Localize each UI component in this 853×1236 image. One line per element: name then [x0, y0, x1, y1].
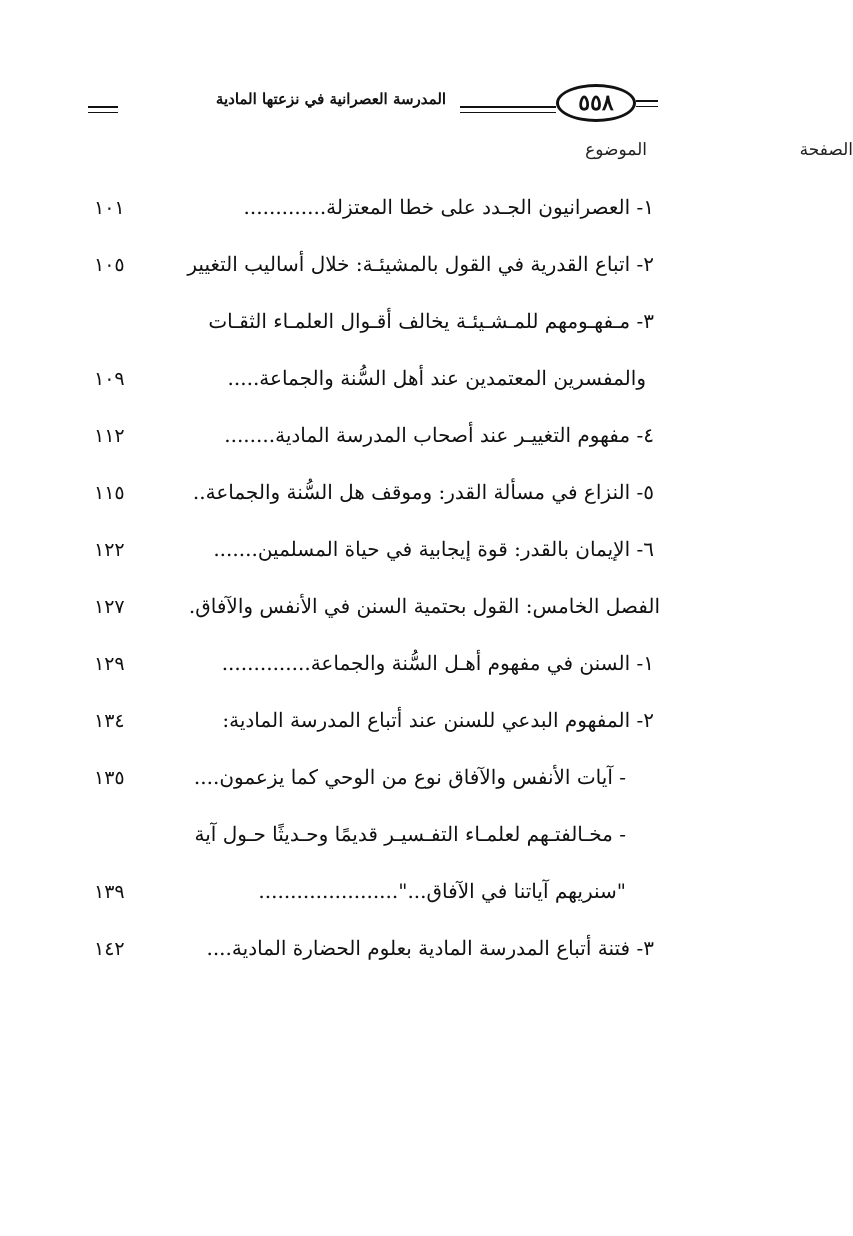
toc-entry: [94, 413, 654, 470]
toc-entry-title: الفصل الخامس: القول بحتمية السنن في الأنفس والآفاق.: [188, 594, 660, 618]
toc-entry-page: ١٠٥: [94, 254, 125, 276]
toc-entry-page: ١٣٩: [94, 881, 125, 903]
header-rule-middle-top: [460, 106, 556, 108]
toc-entry-title: - آيات الأنفس والآفاق نوع من الوحي كما يزعمون....: [193, 765, 626, 789]
toc-entry: [94, 869, 654, 926]
header-rule-left-bottom: [88, 112, 118, 113]
toc-entry-title: ٥- النزاع في مسألة القدر: وموقف هل السُّنة والجماعة..: [192, 480, 654, 504]
toc-entry-page: ١٠١: [94, 197, 125, 219]
header-rule-right-top: [636, 100, 658, 102]
toc-entry-title: - مخـالفتـهم لعلمـاء التفـسيـر قديمًا وحـديثًا حـول آية: [194, 822, 626, 846]
toc-entry: [94, 755, 654, 812]
toc-entry-page: ١١٢: [94, 425, 125, 447]
toc-entry-page: ١٤٢: [94, 938, 125, 960]
toc-entry-page: ١٣٥: [94, 767, 125, 789]
toc-entry-title: ٤- مفهوم التغييـر عند أصحاب المدرسة المادية........: [224, 423, 654, 447]
running-title: المدرسة العصرانية في نزعتها المادية: [215, 90, 447, 108]
toc-entry-title: ٣- مـفهـومهم للمـشـيئـة يخالف أقـوال العلمـاء الثقـات: [208, 309, 654, 333]
toc-entry: [94, 470, 654, 527]
toc-entry-title: والمفسرين المعتمدين عند أهل السُّنة والجماعة.....: [227, 366, 646, 390]
toc-entry-title: ٢- المفهوم البدعي للسنن عند أتباع المدرسة المادية:: [222, 708, 654, 732]
table-of-contents: [94, 185, 660, 983]
toc-entry: [94, 356, 654, 413]
toc-entry-page: ١٢٢: [94, 539, 125, 561]
header-rule-left-top: [88, 106, 118, 108]
toc-entry-title: ٣- فتنة أتباع المدرسة المادية بعلوم الحضارة المادية....: [206, 936, 654, 960]
toc-entry: [94, 242, 654, 299]
page-number-oval: [556, 84, 636, 122]
toc-entry: [94, 926, 654, 983]
toc-entry-title: ٢- اتباع القدرية في القول بالمشيئـة: خلال أساليب التغيير: [187, 252, 654, 276]
toc-entry-page: ١٠٩: [94, 368, 125, 390]
toc-entry-title: ٦- الإيمان بالقدر: قوة إيجابية في حياة المسلمين.......: [213, 537, 654, 561]
toc-entry-title: "سنريهم آياتنا في الآفاق..."......................: [258, 879, 626, 903]
toc-entry: [94, 527, 654, 584]
toc-entry-page: ١٢٧: [94, 596, 125, 618]
toc-entry: [94, 812, 654, 869]
toc-entry: [94, 698, 654, 755]
toc-entry-title: ١- العصرانيون الجـدد على خطا المعتزلة.............: [243, 195, 654, 219]
toc-entry: [94, 299, 654, 356]
toc-entry: [94, 641, 654, 698]
column-heading-page: الصفحة: [799, 140, 853, 160]
toc-entry-title: ١- السنن في مفهوم أهـل السُّنة والجماعة..............: [221, 651, 654, 675]
header-rule-middle-bottom: [460, 112, 556, 113]
toc-entry: [94, 584, 660, 641]
toc-entry-page: ١٢٩: [94, 653, 125, 675]
running-header: [88, 84, 658, 128]
header-rule-right-bottom: [636, 106, 658, 107]
toc-entry: [94, 185, 654, 242]
toc-entry-page: ١٣٤: [94, 710, 125, 732]
toc-entry-page: ١١٥: [94, 482, 125, 504]
column-heading-subject: الموضوع: [585, 140, 647, 160]
page-number: ٥٥٨: [578, 90, 614, 116]
